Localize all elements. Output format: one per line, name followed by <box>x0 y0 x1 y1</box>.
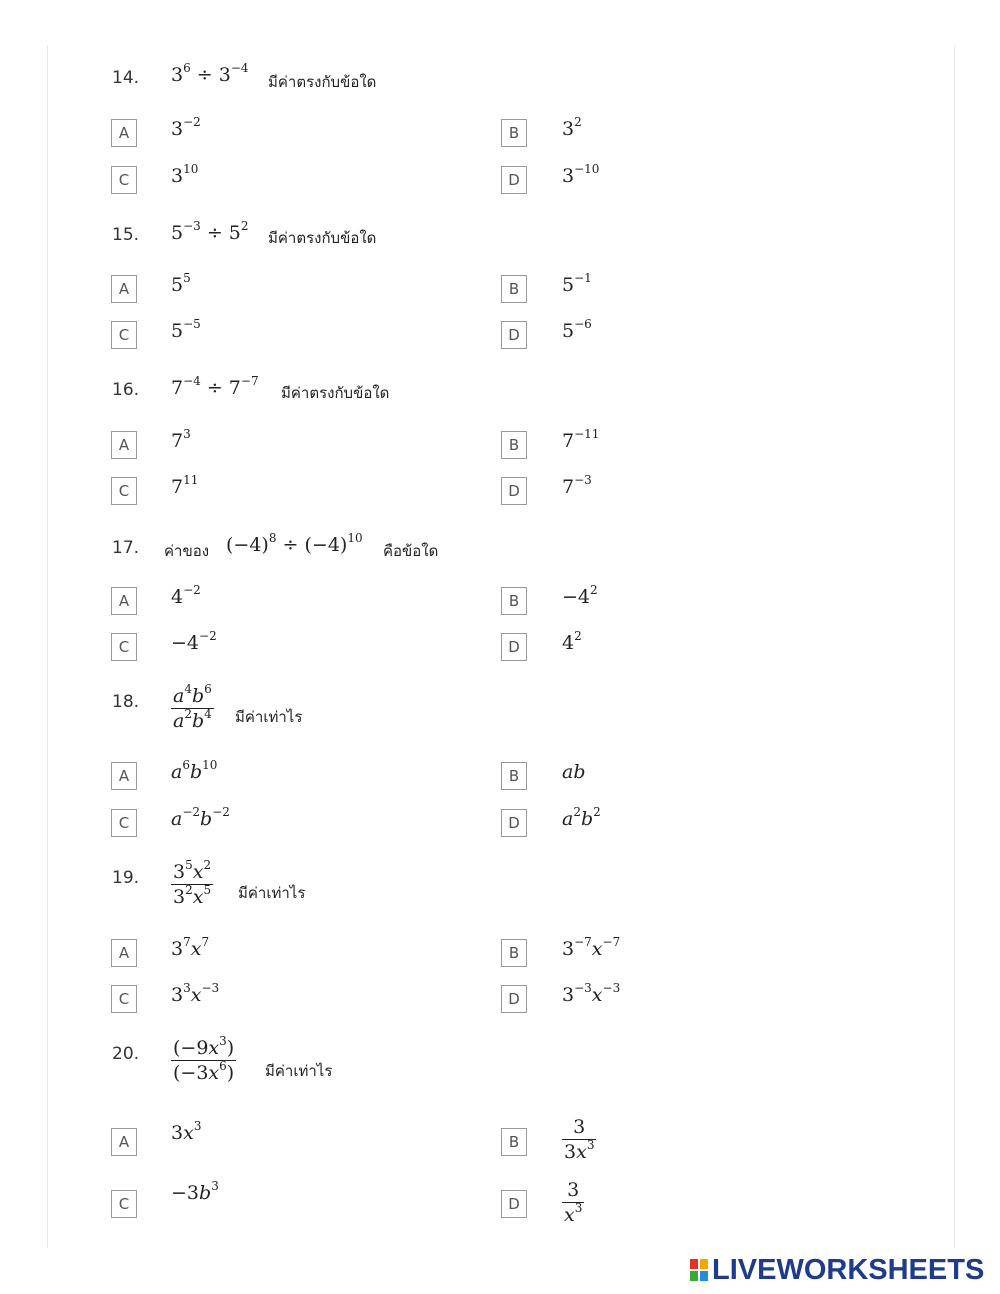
option-c-value: $5^{-5}$ <box>171 317 201 342</box>
question-text: มีค่าตรงกับข้อใด <box>281 384 390 402</box>
liveworksheets-logo <box>690 1254 984 1286</box>
question-expression: $\frac{3^5x^2}{3^2x^5}$ <box>173 858 212 908</box>
option-a-checkbox[interactable]: A <box>111 587 137 615</box>
option-d-value: $3^{-3}x^{-3}$ <box>562 981 621 1006</box>
option-a-checkbox[interactable]: A <box>111 119 137 147</box>
option-c-checkbox[interactable]: C <box>111 166 137 194</box>
option-d-checkbox[interactable]: D <box>501 809 527 837</box>
option-d-checkbox[interactable]: D <box>501 633 527 661</box>
option-c-value: $3^3x^{-3}$ <box>171 981 220 1006</box>
option-b-checkbox[interactable]: B <box>501 587 527 615</box>
option-c-value: $-3b^3$ <box>171 1179 219 1204</box>
question-number: 19. <box>112 868 140 888</box>
question-prefix-text: ค่าของ <box>164 542 210 560</box>
question-expression: $3^6 \div 3^{-4}$ <box>171 61 249 86</box>
question-number: 17. <box>112 538 140 558</box>
option-d-checkbox[interactable]: D <box>501 166 527 194</box>
option-b-checkbox[interactable]: B <box>501 275 527 303</box>
option-d-value: $3^{-10}$ <box>562 162 600 187</box>
option-c-checkbox[interactable]: C <box>111 1190 137 1218</box>
option-c-checkbox[interactable]: C <box>111 633 137 661</box>
option-a-checkbox[interactable]: A <box>111 1128 137 1156</box>
option-b-value: $7^{-11}$ <box>562 427 600 452</box>
question-number: 15. <box>112 225 140 245</box>
question-text: มีค่าเท่าไร <box>235 708 303 726</box>
option-d-checkbox[interactable]: D <box>501 477 527 505</box>
option-b-value: $5^{-1}$ <box>562 271 592 296</box>
option-a-checkbox[interactable]: A <box>111 762 137 790</box>
option-b-value: $-4^2$ <box>562 583 598 608</box>
logo-text: LIVEWORKSHEETS <box>712 1253 985 1286</box>
option-d-value: $7^{-3}$ <box>562 473 592 498</box>
question-number: 16. <box>112 380 140 400</box>
option-c-value: $-4^{-2}$ <box>171 629 217 654</box>
option-d-checkbox[interactable]: D <box>501 1190 527 1218</box>
option-a-checkbox[interactable]: A <box>111 939 137 967</box>
option-c-checkbox[interactable]: C <box>111 321 137 349</box>
question-number: 20. <box>112 1044 140 1064</box>
option-b-checkbox[interactable]: B <box>501 762 527 790</box>
logo-mark-icon <box>690 1259 708 1281</box>
option-c-value: $3^{10}$ <box>171 162 199 187</box>
question-expression: $\frac{a^4b^6}{a^2b^4}$ <box>173 682 212 732</box>
option-d-value: $\frac{3}{x^3}$ <box>564 1179 583 1226</box>
option-b-checkbox[interactable]: B <box>501 1128 527 1156</box>
option-a-value: $3x^3$ <box>171 1119 202 1144</box>
option-b-value: ab <box>562 761 586 783</box>
option-a-checkbox[interactable]: A <box>111 275 137 303</box>
question-number: 18. <box>112 692 140 712</box>
question-text: มีค่าตรงกับข้อใด <box>268 73 377 91</box>
question-expression: $5^{-3} \div 5^2$ <box>171 219 249 244</box>
option-b-value: $3^{-7}x^{-7}$ <box>562 935 621 960</box>
option-c-checkbox[interactable]: C <box>111 809 137 837</box>
option-b-checkbox[interactable]: B <box>501 939 527 967</box>
option-c-checkbox[interactable]: C <box>111 985 137 1013</box>
option-b-value: $\frac{3}{3x^3}$ <box>564 1116 595 1163</box>
option-a-checkbox[interactable]: A <box>111 431 137 459</box>
option-b-checkbox[interactable]: B <box>501 119 527 147</box>
option-d-value: $a^2b^2$ <box>562 805 601 830</box>
option-d-value: $4^2$ <box>562 629 582 654</box>
question-text: มีค่าเท่าไร <box>265 1062 333 1080</box>
question-expression: $\frac{(-9x^3)}{(-3x^6)}$ <box>173 1034 235 1084</box>
option-d-value: $5^{-6}$ <box>562 317 592 342</box>
question-text: คือข้อใด <box>383 542 439 560</box>
option-a-value: $a^6b^{10}$ <box>171 758 218 783</box>
option-a-value: $7^3$ <box>171 427 191 452</box>
option-b-checkbox[interactable]: B <box>501 431 527 459</box>
option-d-checkbox[interactable]: D <box>501 985 527 1013</box>
option-a-value: $3^7x^7$ <box>171 935 210 960</box>
question-text: มีค่าตรงกับข้อใด <box>268 229 377 247</box>
question-expression: $(-4)^8 \div (-4)^{10}$ <box>226 531 363 556</box>
option-d-checkbox[interactable]: D <box>501 321 527 349</box>
option-c-value: $7^{11}$ <box>171 473 199 498</box>
option-c-value: $a^{-2}b^{-2}$ <box>171 805 230 830</box>
question-text: มีค่าเท่าไร <box>238 884 306 902</box>
option-b-value: $3^2$ <box>562 115 582 140</box>
option-a-value: $3^{-2}$ <box>171 115 201 140</box>
option-a-value: $5^5$ <box>171 271 191 296</box>
option-a-value: $4^{-2}$ <box>171 583 201 608</box>
question-number: 14. <box>112 68 140 88</box>
question-expression: $7^{-4} \div 7^{-7}$ <box>171 374 259 399</box>
option-c-checkbox[interactable]: C <box>111 477 137 505</box>
